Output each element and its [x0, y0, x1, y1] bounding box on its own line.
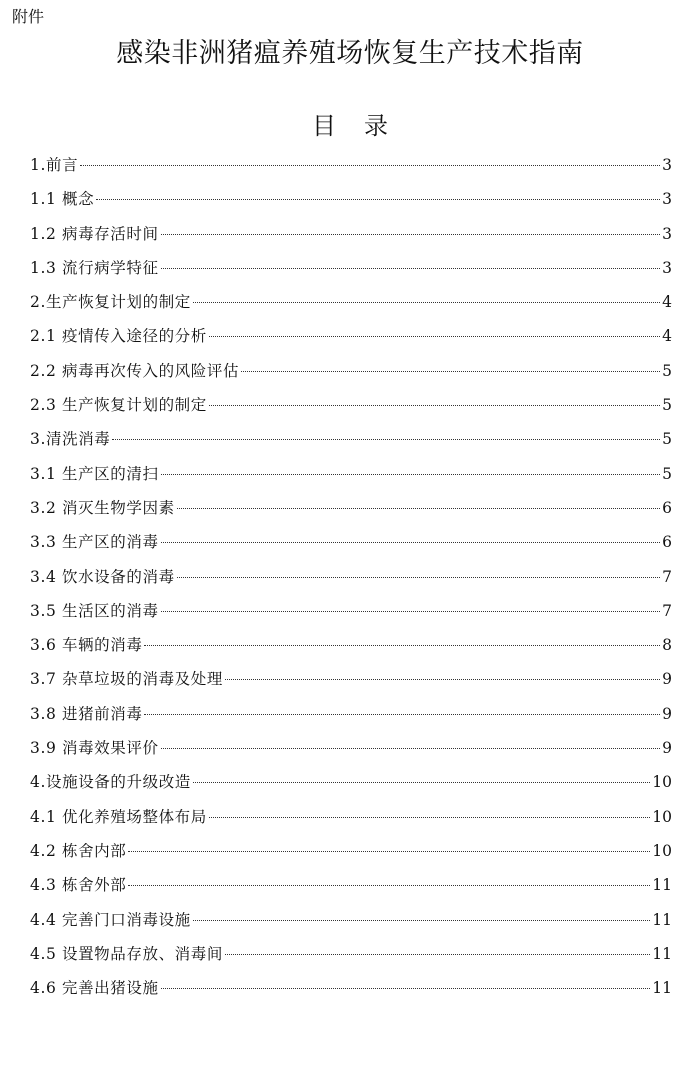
- toc-page-number: 10: [652, 807, 672, 826]
- toc-entry[interactable]: [30, 874, 672, 908]
- toc-entry[interactable]: [30, 188, 672, 222]
- toc-entry-label: 1.1 概念: [30, 190, 95, 209]
- dot-leader: [177, 507, 660, 509]
- toc-entry-label: 3.4 饮水设备的消毒: [30, 567, 175, 586]
- toc-entry[interactable]: [30, 977, 672, 1011]
- toc-entry[interactable]: [30, 154, 672, 188]
- toc-entry-label: 3.3 生产区的消毒: [30, 533, 159, 552]
- toc-page-number: 5: [662, 430, 672, 449]
- toc-page-number: 11: [652, 944, 672, 963]
- toc-entry-label: 1.3 流行病学特征: [30, 258, 159, 277]
- toc-page-number: 10: [652, 773, 672, 792]
- toc-page-number: 4: [662, 327, 672, 346]
- dot-leader: [128, 850, 650, 852]
- toc-entry[interactable]: [30, 668, 672, 702]
- dot-leader: [144, 713, 660, 715]
- toc-entry[interactable]: [30, 223, 672, 257]
- toc-heading: 目录: [312, 112, 416, 140]
- dot-leader: [193, 301, 660, 303]
- dot-leader: [96, 198, 660, 200]
- toc-entry-label: 4.3 栋舍外部: [30, 876, 127, 895]
- toc-entry-label: 4.设施设备的升级改造: [30, 773, 191, 792]
- toc-entry-label: 3.6 车辆的消毒: [30, 636, 143, 655]
- toc-entry-label: 2.2 病毒再次传入的风险评估: [30, 361, 240, 380]
- toc-entry-label: 1.2 病毒存活时间: [30, 224, 159, 243]
- toc-entry-label: 4.1 优化养殖场整体布局: [30, 807, 207, 826]
- dot-leader: [225, 678, 660, 680]
- dot-leader: [161, 610, 661, 612]
- toc-entry[interactable]: [30, 943, 672, 977]
- toc-entry-label: 3.7 杂草垃圾的消毒及处理: [30, 670, 223, 689]
- dot-leader: [161, 267, 661, 269]
- toc-entry[interactable]: [30, 771, 672, 805]
- toc-page-number: 9: [662, 670, 672, 689]
- toc-entry-label: 4.6 完善出猪设施: [30, 979, 159, 998]
- toc-entry[interactable]: [30, 497, 672, 531]
- toc-entry[interactable]: [30, 360, 672, 394]
- toc-page-number: 4: [662, 293, 672, 312]
- toc-entry[interactable]: [30, 600, 672, 634]
- dot-leader: [177, 576, 660, 578]
- dot-leader: [193, 781, 650, 783]
- toc-page-number: 8: [662, 636, 672, 655]
- dot-leader: [161, 233, 661, 235]
- dot-leader: [209, 404, 660, 406]
- table-of-contents: [30, 154, 672, 1011]
- toc-entry[interactable]: [30, 291, 672, 325]
- dot-leader: [209, 335, 660, 337]
- toc-entry-label: 2.生产恢复计划的制定: [30, 293, 191, 312]
- toc-page-number: 3: [662, 258, 672, 277]
- toc-entry[interactable]: [30, 566, 672, 600]
- dot-leader: [144, 644, 660, 646]
- toc-page-number: 6: [662, 533, 672, 552]
- toc-entry[interactable]: [30, 634, 672, 668]
- toc-entry[interactable]: [30, 325, 672, 359]
- toc-page-number: 6: [662, 498, 672, 517]
- toc-page-number: 11: [652, 979, 672, 998]
- toc-page-number: 3: [662, 224, 672, 243]
- toc-entry[interactable]: [30, 428, 672, 462]
- toc-entry[interactable]: [30, 806, 672, 840]
- toc-page-number: 11: [652, 910, 672, 929]
- toc-entry[interactable]: [30, 463, 672, 497]
- toc-page-number: 9: [662, 704, 672, 723]
- toc-entry-label: 3.2 消灭生物学因素: [30, 498, 175, 517]
- toc-entry[interactable]: [30, 531, 672, 565]
- toc-page-number: 5: [662, 361, 672, 380]
- toc-entry[interactable]: [30, 909, 672, 943]
- toc-page-number: 7: [662, 601, 672, 620]
- toc-page-number: 11: [652, 876, 672, 895]
- toc-entry[interactable]: [30, 394, 672, 428]
- dot-leader: [161, 541, 661, 543]
- document-title: 感染非洲猪瘟养殖场恢复生产技术指南: [116, 38, 584, 69]
- dot-leader: [209, 816, 650, 818]
- dot-leader: [193, 919, 650, 921]
- toc-page-number: 9: [662, 739, 672, 758]
- toc-entry-label: 1.前言: [30, 156, 79, 174]
- toc-entry-label: 3.清洗消毒: [30, 430, 111, 449]
- toc-page-number: 3: [662, 190, 672, 209]
- dot-leader: [80, 164, 660, 166]
- toc-entry[interactable]: [30, 840, 672, 874]
- dot-leader: [161, 747, 661, 749]
- dot-leader: [128, 884, 650, 886]
- dot-leader: [225, 953, 650, 955]
- toc-entry-label: 4.2 栋舍内部: [30, 841, 127, 860]
- toc-page-number: 7: [662, 567, 672, 586]
- toc-entry[interactable]: [30, 737, 672, 771]
- toc-page-number: 3: [662, 156, 672, 174]
- toc-page-number: 5: [662, 464, 672, 483]
- toc-entry-label: 2.3 生产恢复计划的制定: [30, 396, 207, 415]
- dot-leader: [112, 438, 660, 440]
- toc-entry[interactable]: [30, 703, 672, 737]
- dot-leader: [161, 473, 661, 475]
- dot-leader: [241, 370, 660, 372]
- toc-entry-label: 4.4 完善门口消毒设施: [30, 910, 191, 929]
- attachment-label: 附件: [12, 7, 45, 26]
- toc-entry-label: 2.1 疫情传入途径的分析: [30, 327, 207, 346]
- dot-leader: [161, 987, 651, 989]
- toc-entry[interactable]: [30, 257, 672, 291]
- toc-entry-label: 3.8 进猪前消毒: [30, 704, 143, 723]
- toc-page-number: 5: [662, 396, 672, 415]
- toc-page-number: 10: [652, 841, 672, 860]
- toc-entry-label: 3.5 生活区的消毒: [30, 601, 159, 620]
- toc-entry-label: 3.1 生产区的清扫: [30, 464, 159, 483]
- toc-entry-label: 4.5 设置物品存放、消毒间: [30, 944, 223, 963]
- toc-entry-label: 3.9 消毒效果评价: [30, 739, 159, 758]
